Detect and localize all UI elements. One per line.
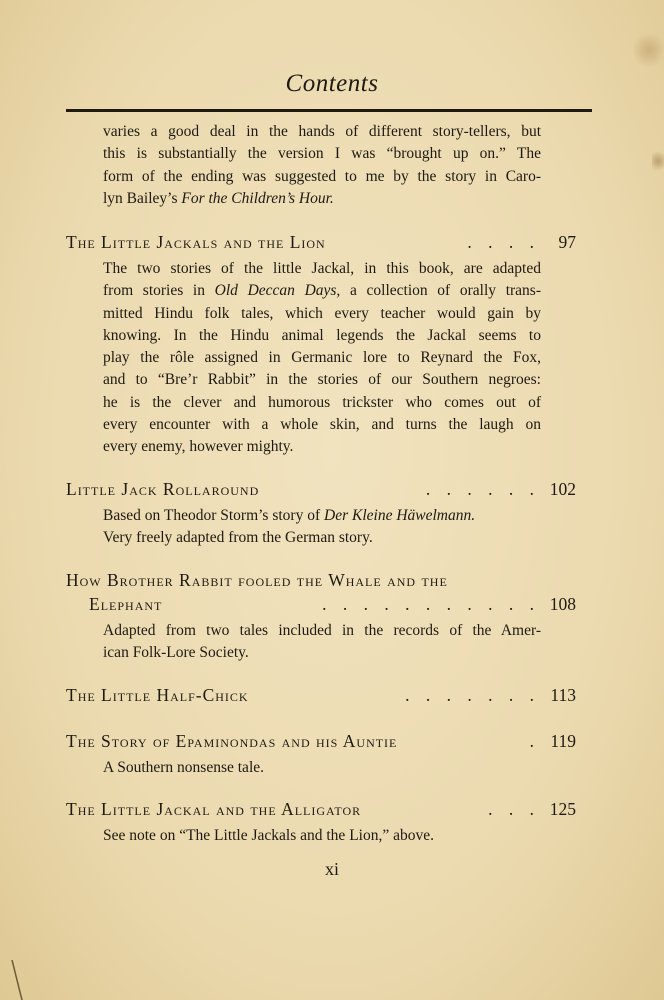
- note-line: form of the ending was suggested to me by the story in Caro-: [103, 167, 541, 185]
- book-title: Old Deccan Days,: [214, 282, 341, 300]
- entry-note: [103, 258, 541, 459]
- note-text: Based on Theodor Storm’s story of: [103, 507, 325, 524]
- toc-entry: [66, 568, 576, 616]
- entry-note: [103, 825, 541, 847]
- page-number: 113: [550, 685, 576, 705]
- entry-title: The Little Jackals and the Lion: [66, 232, 326, 252]
- note-line: varies a good deal in the hands of different story-tellers, but: [103, 123, 541, 140]
- note-line: mitted Hindu folk tales, which every teacher would gain by: [103, 304, 541, 322]
- note-line: knowing. In the Hindu animal legends the Jackal seems to: [103, 326, 541, 344]
- note-line: [103, 280, 541, 302]
- note-line: Very freely adapted from the German story.: [103, 529, 373, 547]
- note-line: every encounter with a whole skin, and turns the laugh on: [103, 416, 541, 434]
- note-line: ican Folk-Lore Society.: [103, 644, 249, 662]
- note-line: he is the clever and humorous trickster who comes out of: [103, 393, 541, 411]
- toc-entry: [66, 683, 576, 707]
- note-line: [103, 188, 541, 210]
- toc-entry: [66, 477, 576, 501]
- page-edge-mark: [10, 960, 40, 1000]
- entry-title: How Brother Rabbit fooled the Whale and the: [66, 570, 448, 590]
- dot-leader: . . . .: [467, 232, 540, 252]
- dot-leader: . . . . . . . . . . .: [322, 594, 540, 614]
- paper-stain: [634, 30, 664, 70]
- running-head: Contents: [285, 70, 379, 97]
- entry-note: [103, 757, 541, 779]
- paper-stain: [652, 148, 664, 174]
- note-line: See note on “The Little Jackals and the Lion,” above.: [103, 827, 434, 844]
- dot-leader: . . . . . .: [425, 479, 540, 499]
- dot-leader: .: [529, 731, 540, 751]
- toc-entry: [66, 729, 576, 753]
- page-number: 125: [549, 799, 576, 819]
- note-text: lyn Bailey’s: [103, 189, 182, 207]
- page-number: 119: [550, 731, 576, 751]
- toc-entry: [66, 797, 576, 821]
- page-number: 102: [549, 479, 576, 499]
- page-folio: xi: [324, 859, 339, 879]
- note-line: Adapted from two tales included in the records of the Amer-: [103, 622, 541, 639]
- entry-title: Little Jack Rollaround: [66, 479, 260, 499]
- entry-title: The Little Jackal and the Alligator: [66, 799, 362, 819]
- entry-note: [103, 620, 541, 665]
- book-title: For the Children’s Hour.: [181, 189, 334, 207]
- dot-leader: . . . . . . .: [405, 685, 540, 705]
- note-line: every enemy, however mighty.: [103, 438, 294, 456]
- note-line: this is substantially the version I was “brought up on.” The: [103, 145, 541, 163]
- note-line: [103, 505, 541, 527]
- note-line: and to “Bre’r Rabbit” in the stories of our Southern negroes:: [103, 371, 541, 389]
- toc-entry: [66, 230, 576, 254]
- note-line: A Southern nonsense tale.: [103, 759, 265, 776]
- book-title: Der Kleine Häwelmann.: [324, 507, 476, 524]
- entry-note: [103, 505, 541, 550]
- entry-title: The Little Half-Chick: [66, 685, 249, 705]
- intro-note: [103, 121, 541, 210]
- page-number: 108: [549, 594, 576, 614]
- note-line: The two stories of the little Jackal, in this book, are adapted: [103, 260, 541, 277]
- dot-leader: . . .: [488, 799, 540, 819]
- entry-title-continued: Elephant: [89, 594, 163, 614]
- header-rule: [66, 109, 592, 112]
- entry-title: The Story of Epaminondas and his Auntie: [66, 731, 398, 751]
- note-text: a collection of orally trans-: [340, 282, 541, 300]
- note-line: play the rôle assigned in Germanic lore to Reynard the Fox,: [103, 349, 541, 367]
- page-number: 97: [558, 232, 576, 252]
- note-text: from stories in: [103, 282, 215, 300]
